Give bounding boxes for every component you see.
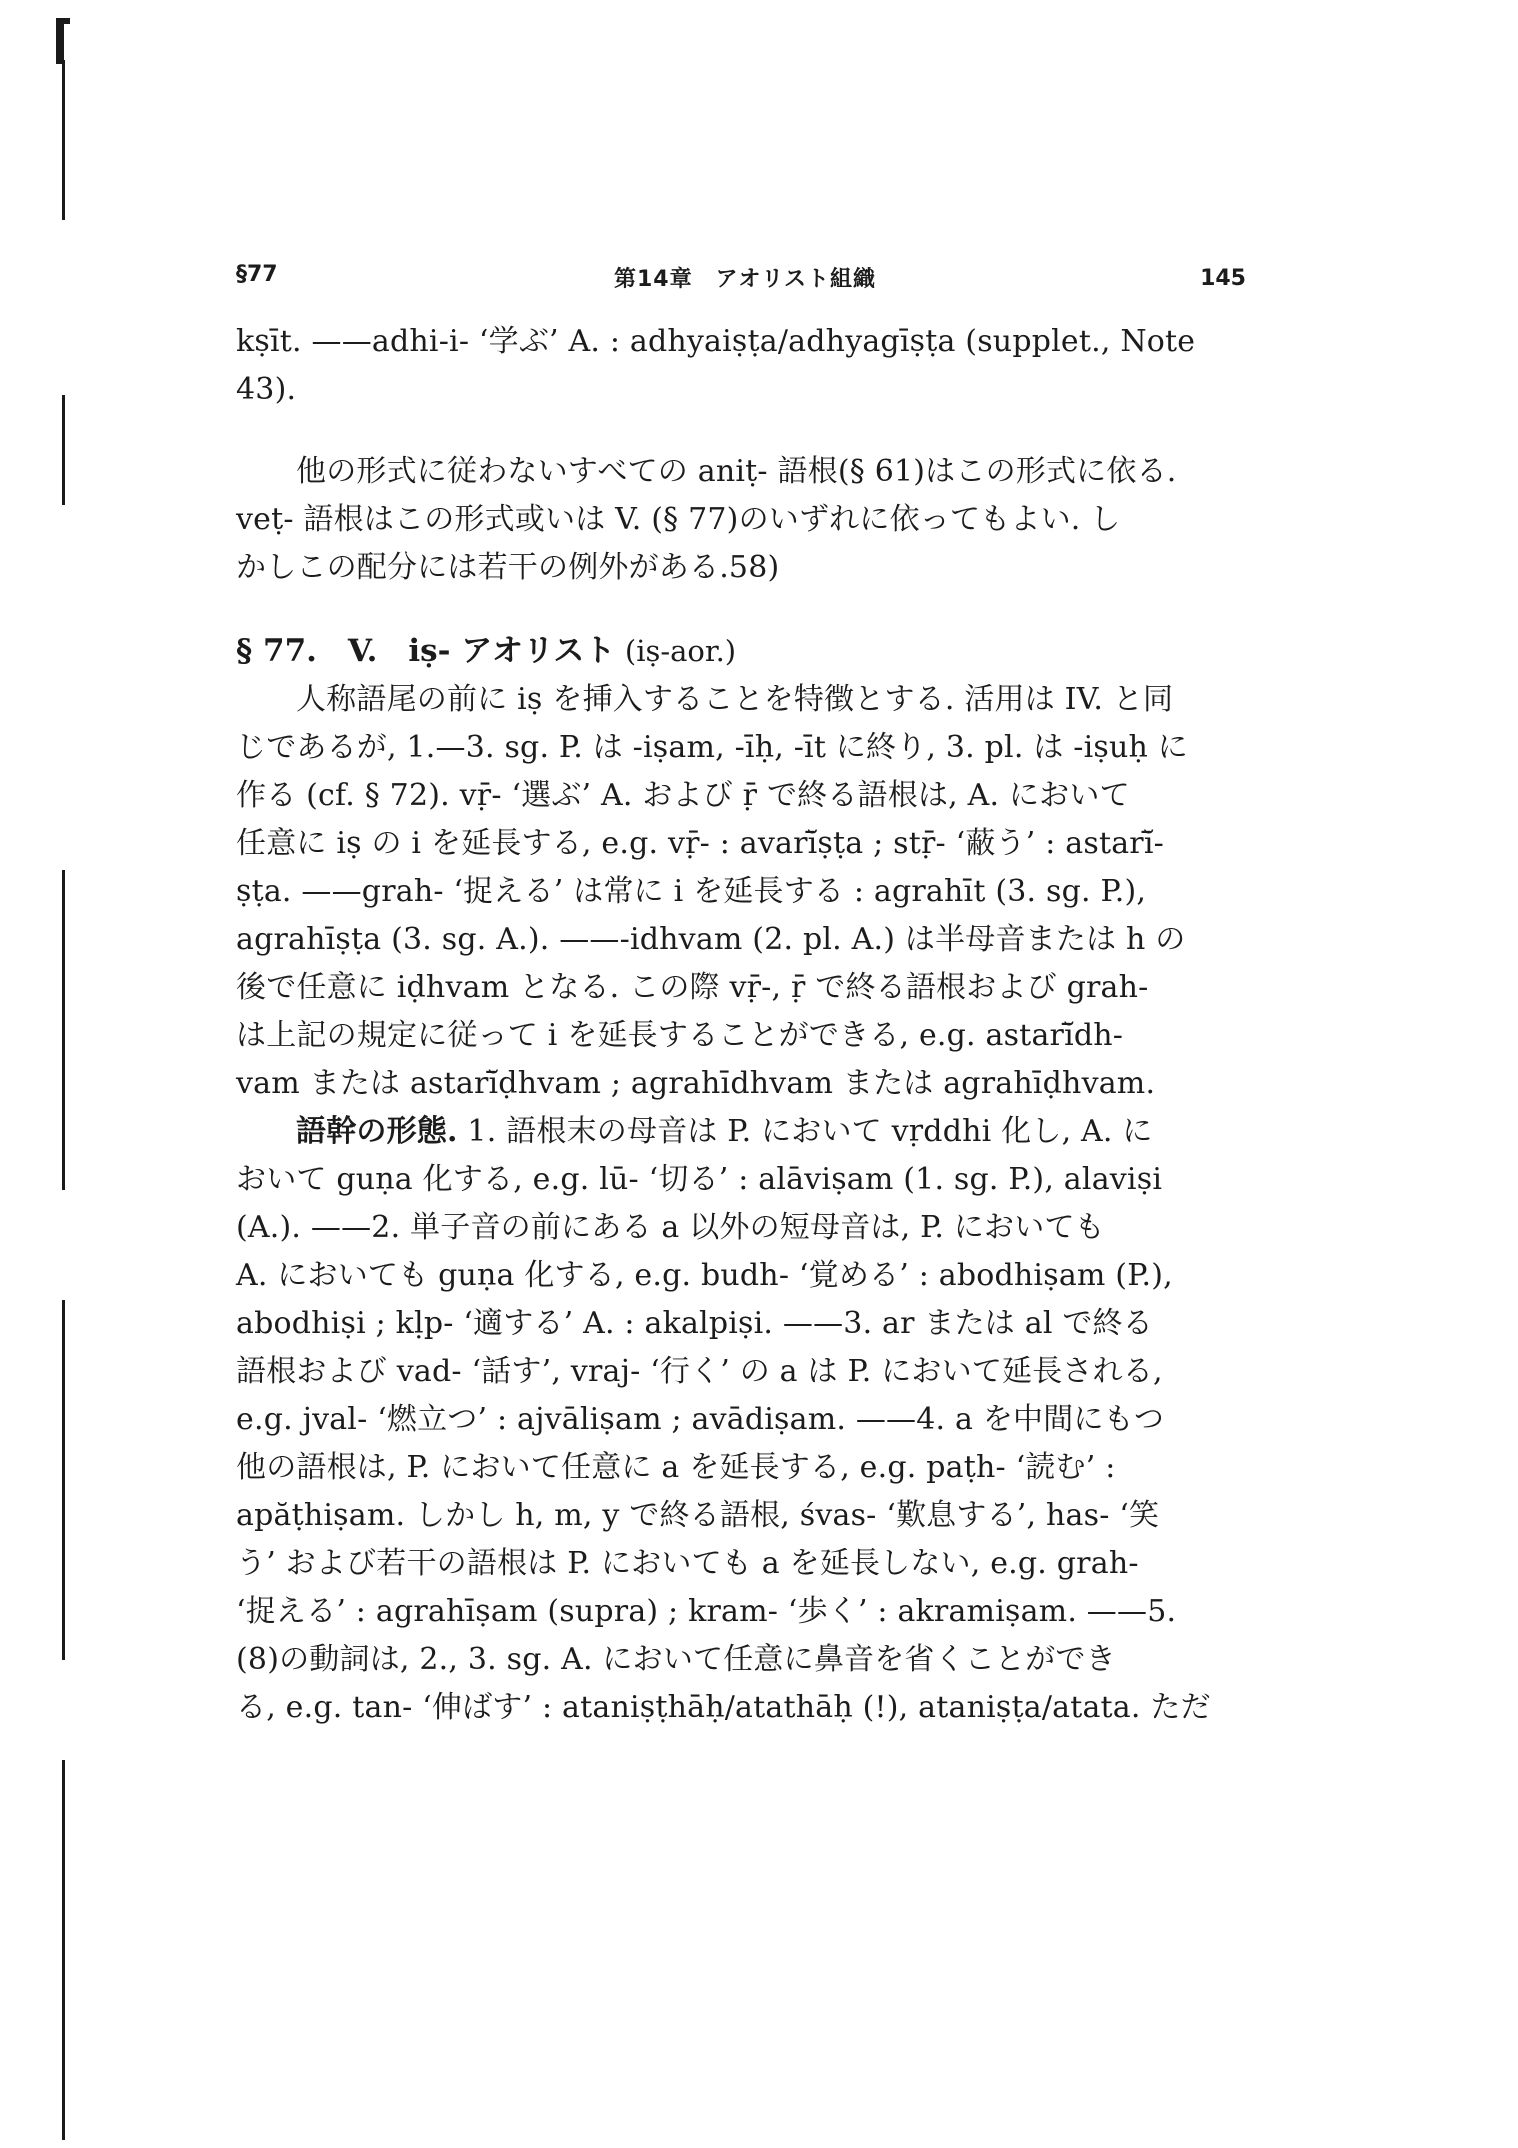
stem-heading: 語幹の形態. [296, 1114, 458, 1149]
binding-mark [56, 18, 64, 64]
text-line: (A.). ——2. 単子音の前にある a 以外の短母音は, P. においても [236, 1210, 1105, 1245]
text-line: kṣīt. ——adhi-i- ‘学ぶ’ A. : adhyaiṣṭa/adhyagīṣṭa (supplet., Note [236, 324, 1196, 359]
page-body [236, 318, 1248, 1732]
text-line-content: 1. 語根末の母音は P. において vṛddhi 化し, A. に [467, 1114, 1153, 1149]
text-line: は上記の規定に従って i を延長することができる, e.g. astarĭ̄dh- [236, 1018, 1124, 1053]
binding-line [62, 1760, 65, 2140]
binding-mark [56, 18, 70, 24]
text-line: abodhiṣi ; kḷp- ‘適する’ A. : akalpiṣi. ——3. ar または al で終る [236, 1306, 1153, 1341]
binding-line [62, 870, 65, 1190]
section-heading [236, 626, 1248, 676]
text-line: (8)の動詞は, 2., 3. sg. A. において任意に鼻音を省くことができ [236, 1642, 1116, 1677]
text-line: ṣṭa. ——grah- ‘捉える’ は常に i を延長する : agrahīt (3. sg. P.), [236, 874, 1147, 909]
text-line: 作る (cf. § 72). vṝ- ‘選ぶ’ A. および ṝ で終る語根は, A. において [236, 778, 1130, 813]
text-line: 任意に iṣ の i を延長する, e.g. vṝ- : avarĭ̄ṣṭa ; stṝ- ‘蔽う’ : astarĭ̄- [236, 826, 1164, 861]
section-heading-subtitle: (iṣ-aor.) [624, 634, 737, 668]
text-line: 他の語根は, P. において任意に a を延長する, e.g. paṭh- ‘読む’ : [236, 1450, 1116, 1485]
text-line: ‘捉える’ : agrahīṣam (supra) ; kram- ‘歩く’ : akramiṣam. ——5. [236, 1594, 1177, 1629]
text-line: 43). [236, 372, 297, 407]
text-line: 後で任意に iḍhvam となる. この際 vṝ-, ṝ で終る語根および grah- [236, 970, 1149, 1005]
text-line: veṭ- 語根はこの形式或いは V. (§ 77)のいずれに依ってもよい. し [236, 502, 1121, 537]
binding-line [62, 60, 65, 220]
text-line: じであるが, 1.—3. sg. P. は -iṣam, -īḥ, -īt に終り, 3. pl. は -iṣuḥ に [236, 730, 1188, 765]
section-heading-title: § 77. V. iṣ- アオリスト [236, 633, 616, 669]
text-line: vam または astarĭ̄ḍhvam ; agrahīdhvam または agrahīḍhvam. [236, 1066, 1156, 1101]
running-head-chapter: 第14章 アオリスト組織 [614, 267, 876, 292]
text-line: e.g. jval- ‘燃立つ’ : ajvāliṣam ; avādiṣam. ——4. a を中間にもつ [236, 1402, 1165, 1437]
text-line: 他の形式に従わないすべての aniṭ- 語根(§ 61)はこの形式に依る. [296, 454, 1177, 489]
binding-line [62, 395, 65, 505]
binding-line [62, 1300, 65, 1660]
text-line: う’ および若干の語根は P. においても a を延長しない, e.g. grah- [236, 1546, 1139, 1581]
running-head [236, 262, 1246, 296]
text-line [236, 1108, 1248, 1156]
text-line: agrahīṣṭa (3. sg. A.). ——-idhvam (2. pl. A.) は半母音または h の [236, 922, 1186, 957]
text-line: 人称語尾の前に iṣ を挿入することを特徴とする. 活用は IV. と同 [296, 682, 1174, 717]
text-line: apăṭhiṣam. しかし h, m, y で終る語根, śvas- ‘歎息する’, has- ‘笑 [236, 1498, 1160, 1533]
text-line: かしこの配分には若干の例外がある.58) [236, 550, 780, 585]
text-line: 語根および vad- ‘話す’, vraj- ‘行く’ の a は P. において延長される, [236, 1354, 1163, 1389]
page-number: 145 [1200, 266, 1246, 291]
running-head-section: §77 [236, 262, 278, 287]
text-line: る, e.g. tan- ‘伸ばす’ : ataniṣṭhāḥ/atathāḥ (!), ataniṣṭa/atata. ただ [236, 1690, 1211, 1725]
text-line: おいて guṇa 化する, e.g. lū- ‘切る’ : alāviṣam (1. sg. P.), alaviṣi [236, 1162, 1163, 1197]
text-line: A. においても guṇa 化する, e.g. budh- ‘覚める’ : abodhiṣam (P.), [236, 1258, 1173, 1293]
